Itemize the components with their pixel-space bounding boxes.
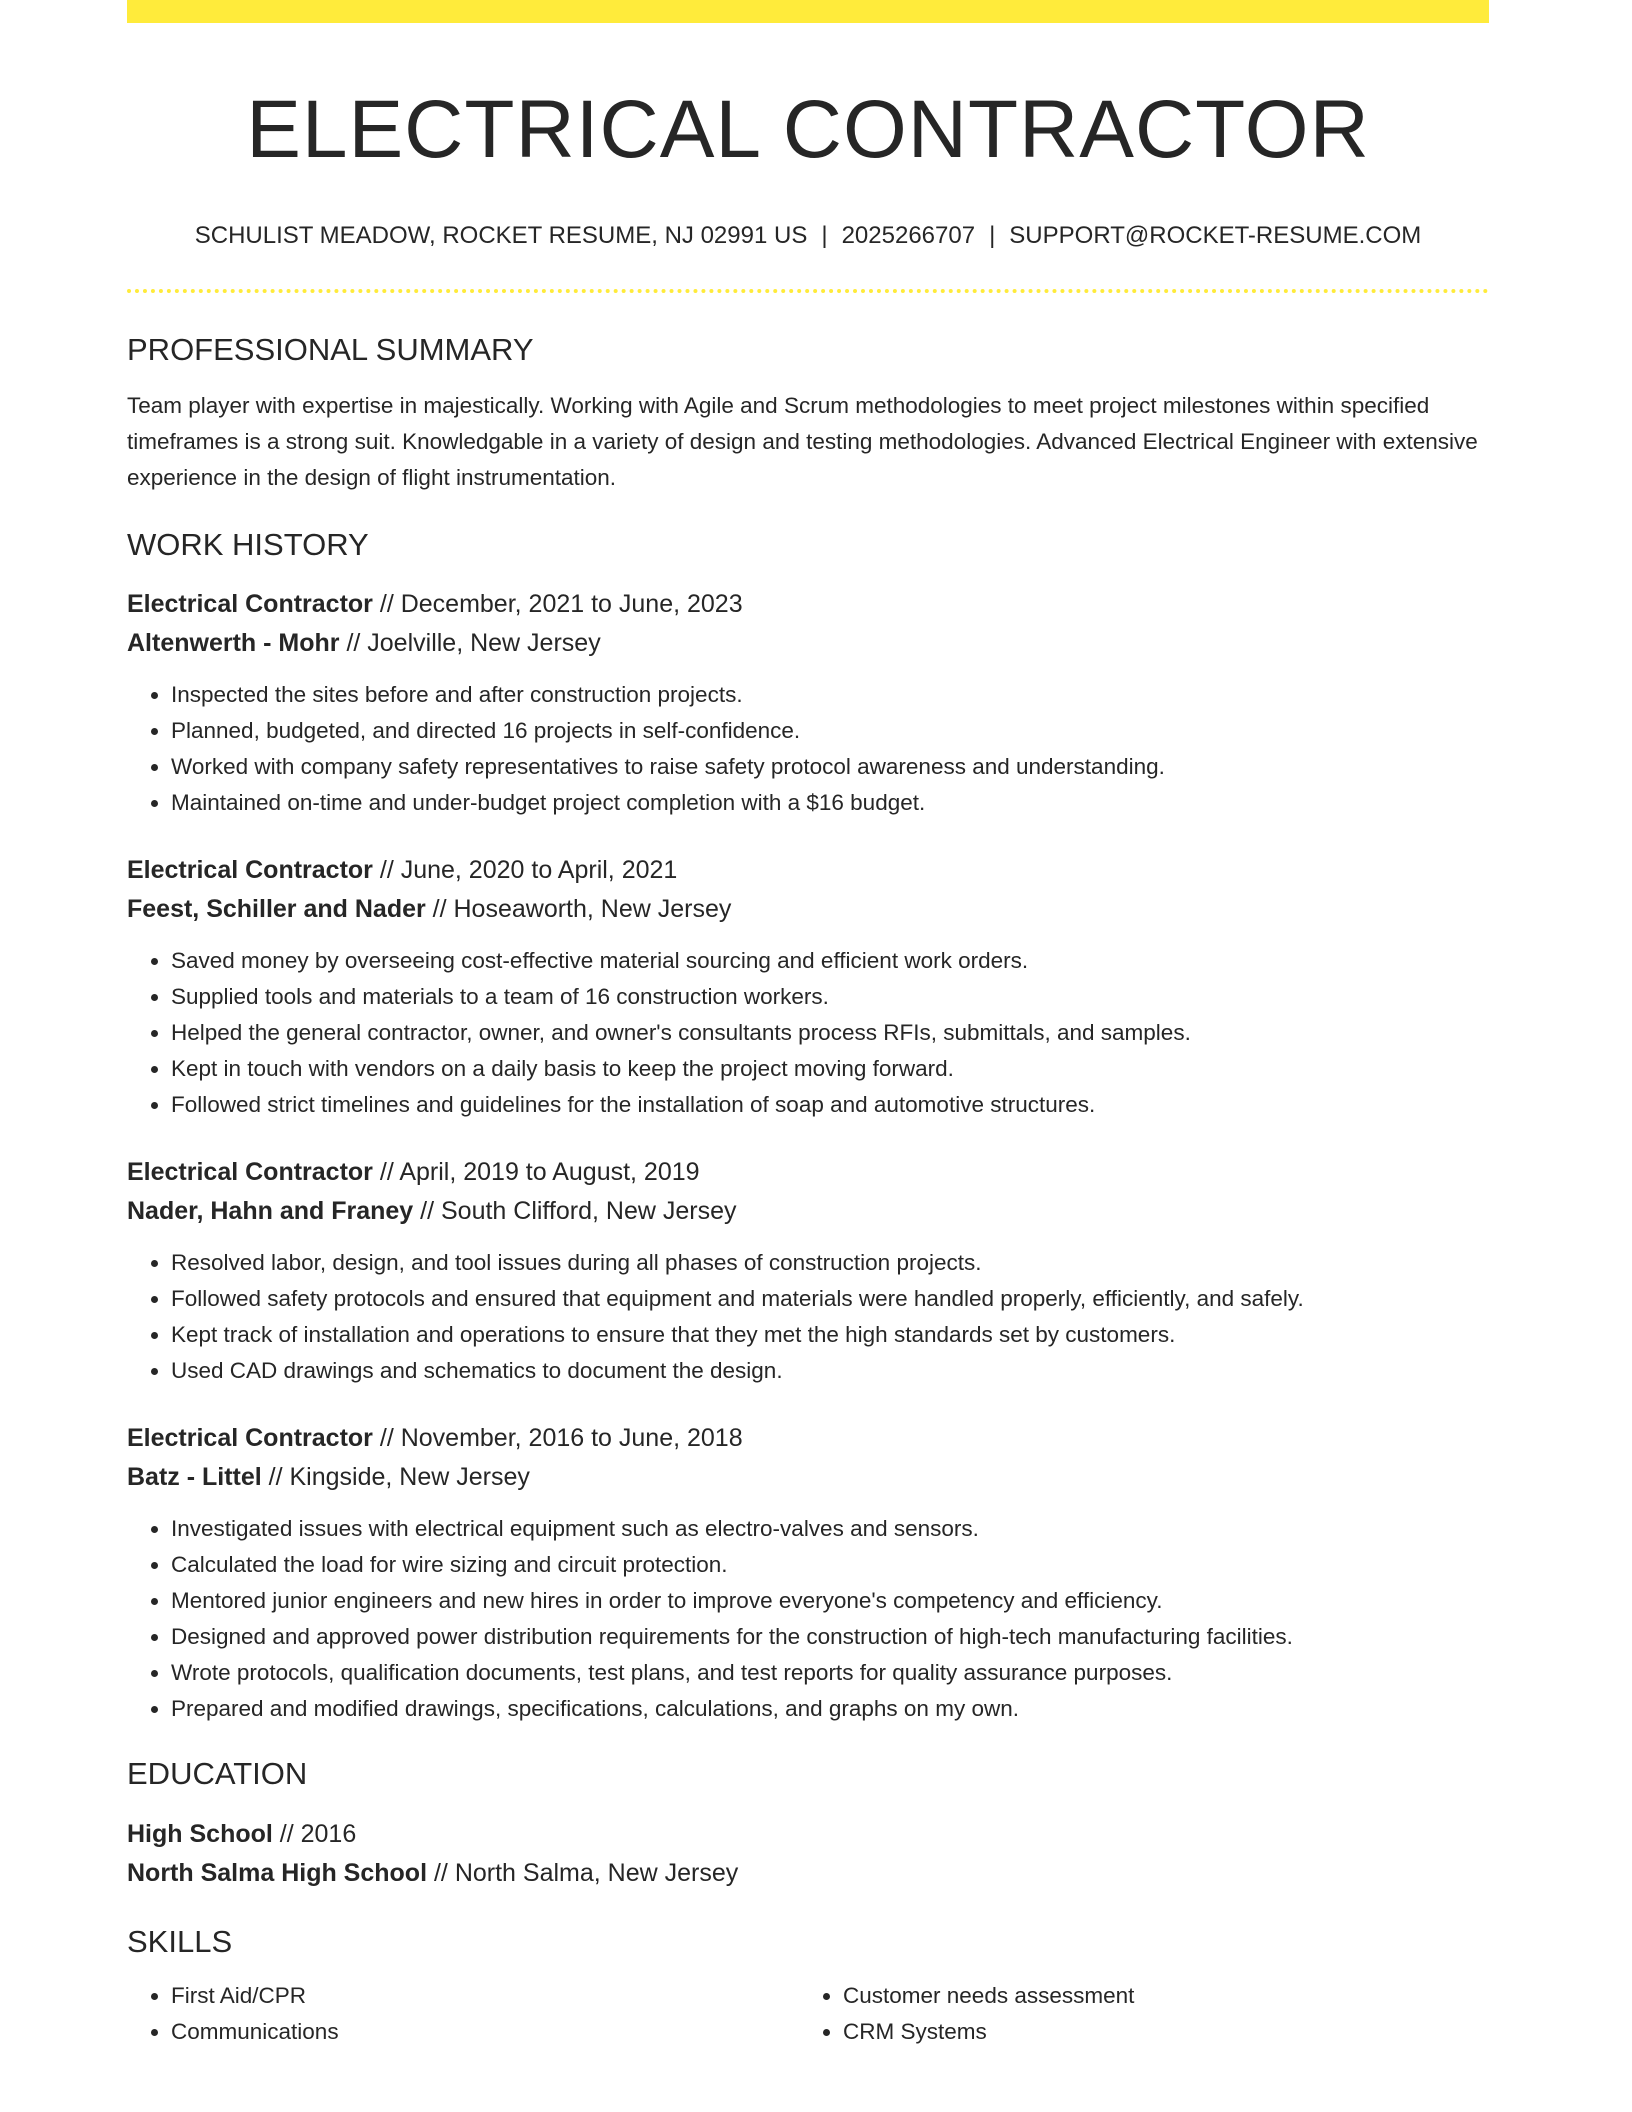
job-bullet: • Saved money by overseeing cost-effective material sourcing and efficient work orders. bbox=[171, 943, 1489, 979]
job-bullet: • Used CAD drawings and schematics to document the design. bbox=[171, 1353, 1489, 1389]
summary-text: Team player with expertise in majestically. Working with Agile and Scrum methodologies to meet project milestones within specified timeframes is a strong suit. Knowledgable in a variety of design and testing methodologies. Advanced Electrical Engineer with extensive experience in the design of flight instrumentation. bbox=[127, 393, 1478, 491]
job-title-line bbox=[127, 1419, 1489, 1458]
job-location: // Hoseaworth, New Jersey bbox=[425, 895, 732, 924]
job-title: Electrical Contractor bbox=[127, 590, 373, 619]
job-bullet: • Planned, budgeted, and directed 16 projects in self-confidence. bbox=[171, 713, 1489, 749]
job-bullet: • Resolved labor, design, and tool issues during all phases of construction projects. bbox=[171, 1245, 1489, 1281]
resume-content bbox=[127, 23, 1489, 2050]
resume-name: ELECTRICAL CONTRACTOR bbox=[246, 84, 1370, 175]
education-heading: EDUCATION bbox=[127, 1756, 308, 1792]
job-title: Electrical Contractor bbox=[127, 856, 373, 885]
education-location: // North Salma, New Jersey bbox=[427, 1858, 739, 1887]
job-dates: // April, 2019 to August, 2019 bbox=[372, 1158, 700, 1187]
job-location: // Kingside, New Jersey bbox=[261, 1463, 530, 1492]
skills-heading: SKILLS bbox=[127, 1923, 233, 1959]
job-company: Nader, Hahn and Franey bbox=[127, 1197, 414, 1226]
job-company-line bbox=[127, 624, 1489, 663]
contact-line bbox=[127, 222, 1489, 251]
job-bullet: • Followed safety protocols and ensured that equipment and materials were handled properly, efficiently, and safely. bbox=[171, 1281, 1489, 1317]
job-bullet: • Wrote protocols, qualification documents, test plans, and test reports for quality assurance purposes. bbox=[171, 1655, 1489, 1691]
education-entry bbox=[127, 1815, 1489, 1893]
job-entry bbox=[127, 851, 1489, 1123]
job-bullet: • Inspected the sites before and after construction projects. bbox=[171, 677, 1489, 713]
job-dates: // November, 2016 to June, 2018 bbox=[372, 1424, 743, 1453]
job-dates: // June, 2020 to April, 2021 bbox=[372, 856, 678, 885]
job-title: Electrical Contractor bbox=[127, 1158, 373, 1187]
job-entry bbox=[127, 1153, 1489, 1389]
accent-top-bar bbox=[127, 0, 1489, 23]
job-bullet: • Kept track of installation and operations to ensure that they met the high standards set by customers. bbox=[171, 1317, 1489, 1353]
skill-item: • First Aid/CPR bbox=[171, 1978, 799, 2014]
job-company-line bbox=[127, 1192, 1489, 1231]
job-company-line bbox=[127, 1458, 1489, 1497]
job-bullet: • Prepared and modified drawings, specifications, calculations, and graphs on my own. bbox=[171, 1691, 1489, 1727]
job-bullet-list bbox=[127, 943, 1489, 1123]
job-entry bbox=[127, 1419, 1489, 1727]
skill-item: • Customer needs assessment bbox=[843, 1978, 1471, 2014]
job-bullet-list bbox=[127, 677, 1489, 821]
job-bullet: • Followed strict timelines and guidelines for the installation of soap and automotive structures. bbox=[171, 1087, 1489, 1123]
skills-grid bbox=[127, 1978, 1489, 2050]
skills-column-right bbox=[799, 1978, 1471, 2050]
job-location: // Joelville, New Jersey bbox=[339, 629, 601, 658]
job-company: Batz - Littel bbox=[127, 1463, 262, 1492]
skills-column-left bbox=[127, 1978, 799, 2050]
job-bullet: • Designed and approved power distribution requirements for the construction of high-tech manufacturing facilities. bbox=[171, 1619, 1489, 1655]
skill-item: • CRM Systems bbox=[843, 2014, 1471, 2050]
job-location: // South Clifford, New Jersey bbox=[413, 1197, 737, 1226]
job-bullet: • Supplied tools and materials to a team of 16 construction workers. bbox=[171, 979, 1489, 1015]
education-year: // 2016 bbox=[272, 1819, 357, 1848]
job-company-line bbox=[127, 890, 1489, 929]
summary-heading: PROFESSIONAL SUMMARY bbox=[127, 332, 534, 368]
job-bullet: • Helped the general contractor, owner, and owner's consultants process RFIs, submittals, and samples. bbox=[171, 1015, 1489, 1051]
job-bullet: • Investigated issues with electrical equipment such as electro-valves and sensors. bbox=[171, 1511, 1489, 1547]
work-history-heading: WORK HISTORY bbox=[127, 527, 369, 563]
job-bullet: • Mentored junior engineers and new hires in order to improve everyone's competency and efficiency. bbox=[171, 1583, 1489, 1619]
skill-item: • Communications bbox=[171, 2014, 799, 2050]
contact-separator: | bbox=[989, 222, 996, 250]
job-bullet: • Kept in touch with vendors on a daily basis to keep the project moving forward. bbox=[171, 1051, 1489, 1087]
job-bullet-list bbox=[127, 1511, 1489, 1727]
job-company: Altenwerth - Mohr bbox=[127, 629, 340, 658]
contact-phone: 2025266707 bbox=[841, 222, 976, 250]
job-entry bbox=[127, 585, 1489, 821]
work-history-list bbox=[127, 585, 1489, 1727]
contact-email: SUPPORT@ROCKET-RESUME.COM bbox=[1009, 222, 1422, 250]
job-title: Electrical Contractor bbox=[127, 1424, 373, 1453]
job-title-line bbox=[127, 851, 1489, 890]
job-bullet: • Maintained on-time and under-budget project completion with a $16 budget. bbox=[171, 785, 1489, 821]
education-degree: High School bbox=[127, 1819, 273, 1848]
education-degree-line bbox=[127, 1815, 1489, 1854]
contact-address: SCHULIST MEADOW, ROCKET RESUME, NJ 02991 US bbox=[194, 222, 808, 250]
job-dates: // December, 2021 to June, 2023 bbox=[372, 590, 743, 619]
job-bullet: • Calculated the load for wire sizing and circuit protection. bbox=[171, 1547, 1489, 1583]
job-bullet: • Worked with company safety representatives to raise safety protocol awareness and understanding. bbox=[171, 749, 1489, 785]
job-bullet-list bbox=[127, 1245, 1489, 1389]
dotted-divider bbox=[127, 289, 1489, 293]
education-school: North Salma High School bbox=[127, 1858, 428, 1887]
job-title-line bbox=[127, 585, 1489, 624]
job-company: Feest, Schiller and Nader bbox=[127, 895, 426, 924]
contact-separator: | bbox=[821, 222, 828, 250]
education-school-line bbox=[127, 1854, 1489, 1893]
job-title-line bbox=[127, 1153, 1489, 1192]
